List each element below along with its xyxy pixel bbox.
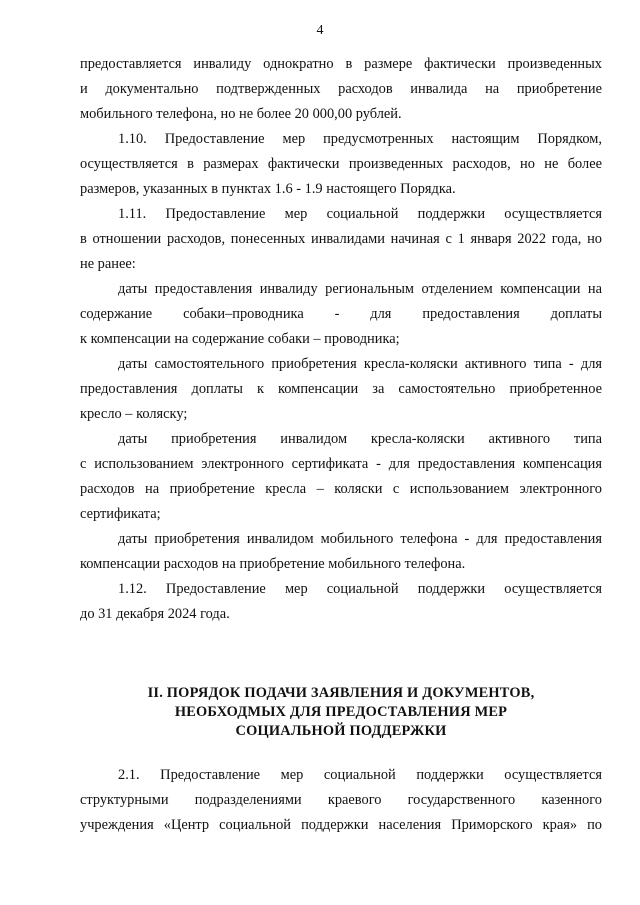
paragraph-1-12 [80,577,602,627]
paragraph-2-1 [80,763,602,838]
text-line: даты предоставления инвалиду региональным отделением компенсации на [118,281,602,297]
text-line: до 31 декабря 2024 года. [80,606,230,622]
text-line: 2.1. Предоставление мер социальной поддержки осуществляется [118,767,602,783]
text-line: и документально подтвержденных расходов инвалида на приобретение [80,81,602,97]
text-line: не ранее: [80,256,136,272]
text-line: расходов на приобретение кресла – коляски с использованием электронного [80,481,602,497]
paragraph-continuation [80,52,602,127]
text-line: даты самостоятельного приобретения кресла-коляски активного типа - для [118,356,602,372]
text-line: предоставляется инвалиду однократно в размере фактически произведенных [80,56,602,72]
paragraph-1-11 [80,202,602,277]
text-line: структурными подразделениями краевого государственного казенного [80,792,602,808]
text-line: мобильного телефона, но не более 20 000,00 рублей. [80,106,402,122]
text-line: 1.10. Предоставление мер предусмотренных настоящим Порядком, [118,131,602,147]
paragraph-certificate-wheelchair [80,427,602,527]
text-line: 1.11. Предоставление мер социальной поддержки осуществляется [118,206,602,222]
text-line: учреждения «Центр социальной поддержки населения Приморского края» по [80,817,602,833]
text-line: даты приобретения инвалидом кресла-коляски активного типа [118,431,602,447]
paragraph-mobile-phone [80,527,602,577]
text-line: кресло – коляску; [80,406,188,422]
text-line: сертификата; [80,506,161,522]
text-line: размеров, указанных в пунктах 1.6 - 1.9 настоящего Порядка. [80,181,456,197]
paragraph-guide-dog [80,277,602,352]
text-line: к компенсации на содержание собаки – проводника; [80,331,400,347]
section-title-line: СОЦИАЛЬНОЙ ПОДДЕРЖКИ [235,723,447,739]
section-title [80,684,602,741]
text-line: даты приобретения инвалидом мобильного телефона - для предоставления [118,531,602,547]
paragraph-1-10 [80,127,602,202]
text-line: с использованием электронного сертификата - для предоставления компенсация [80,456,602,472]
section-title-line: II. ПОРЯДОК ПОДАЧИ ЗАЯВЛЕНИЯ И ДОКУМЕНТОВ, [147,685,535,701]
page-number: 4 [316,23,324,38]
text-line: 1.12. Предоставление мер социальной поддержки осуществляется [118,581,602,597]
text-line: в отношении расходов, понесенных инвалидами начиная с 1 января 2022 года, но [80,231,602,247]
document-body [80,52,602,838]
paragraph-self-purchase-wheelchair [80,352,602,427]
text-line: компенсации расходов на приобретение мобильного телефона. [80,556,466,572]
text-line: осуществляется в размерах фактически произведенных расходов, но не более [80,156,602,172]
text-line: содержание собаки–проводника - для предоставления доплаты [80,306,602,322]
text-line: предоставления доплаты к компенсации за самостоятельно приобретенное [80,381,602,397]
section-title-line: НЕОБХОДМЫХ ДЛЯ ПРЕДОСТАВЛЕНИЯ МЕР [174,704,508,720]
